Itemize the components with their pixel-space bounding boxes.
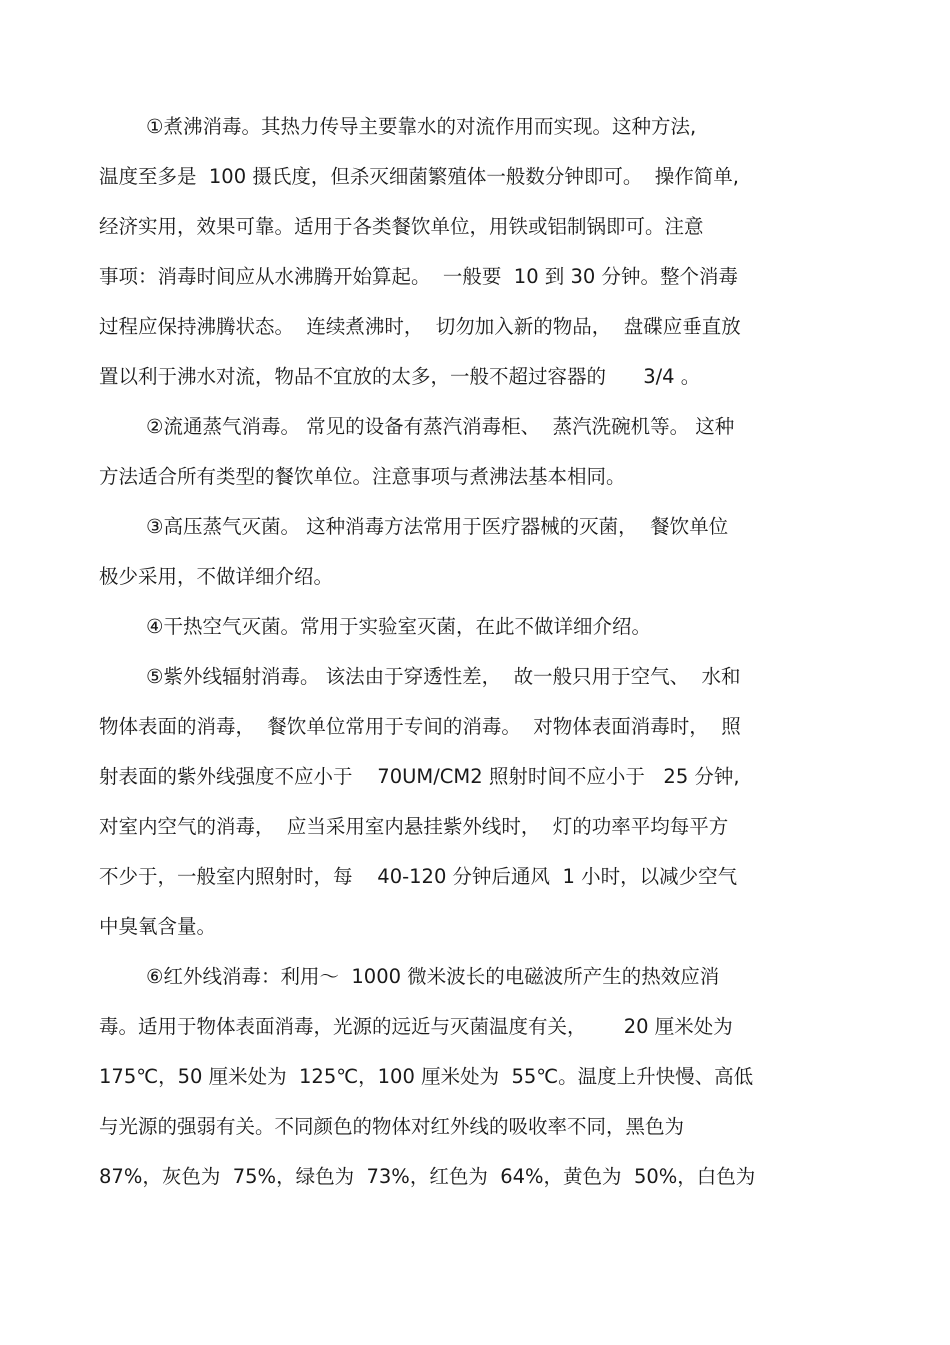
para-uv-line-3: 射表面的紫外线强度不应小于 70UM/CM2 照射时间不应小于 25 分钟, [99,765,740,788]
para-uv-line-4: 对室内空气的消毒， 应当采用室内悬挂紫外线时， 灯的功率平均每平方 [99,815,729,838]
para-autoclave-line-1: ③高压蒸气灭菌。 这种消毒方法常用于医疗器械的灭菌， 餐饮单位 [146,515,729,538]
para-uv-line-6: 中臭氧含量。 [99,915,217,938]
para-boiling-line-5: 过程应保持沸腾状态。 连续煮沸时， 切勿加入新的物品， 盘碟应垂直放 [99,315,741,338]
para-boiling-line-2: 温度至多是 100 摄氏度，但杀灭细菌繁殖体一般数分钟即可。 操作简单, [99,165,739,188]
para-boiling-line-4: 事项：消毒时间应从水沸腾开始算起。 一般要 10 到 30 分钟。整个消毒 [99,265,739,288]
para-infrared-line-5: 87%，灰色为 75%，绿色为 73%，红色为 64%，黄色为 50%，白色为 [99,1165,756,1188]
para-boiling-line-3: 经济实用，效果可靠。适用于各类餐饮单位，用铁或铝制锅即可。注意 [99,215,704,238]
para-steam-line-2: 方法适合所有类型的餐饮单位。注意事项与煮沸法基本相同。 [99,465,626,488]
para-boiling-line-6: 置以利于沸水对流，物品不宜放的太多，一般不超过容器的 3/4 。 [99,365,701,388]
para-autoclave-line-2: 极少采用，不做详细介绍。 [99,565,334,588]
para-infrared-line-2: 毒。适用于物体表面消毒，光源的远近与灭菌温度有关， 20 厘米处为 [99,1015,733,1038]
para-uv-line-1: ⑤紫外线辐射消毒。 该法由于穿透性差， 故一般只用于空气、 水和 [146,665,741,688]
para-boiling-line-1: ①煮沸消毒。其热力传导主要靠水的对流作用而实现。这种方法, [146,115,697,138]
para-infrared-line-3: 175℃，50 厘米处为 125℃，100 厘米处为 55℃。温度上升快慢、高低 [99,1065,754,1088]
para-dry-heat-line-1: ④干热空气灭菌。常用于实验室灭菌，在此不做详细介绍。 [146,615,651,638]
para-infrared-line-1: ⑥红外线消毒：利用～ 1000 微米波长的电磁波所产生的热效应消 [146,965,720,988]
para-uv-line-5: 不少于，一般室内照射时，每 40-120 分钟后通风 1 小时，以减少空气 [99,865,738,888]
para-uv-line-2: 物体表面的消毒， 餐饮单位常用于专间的消毒。 对物体表面消毒时， 照 [99,715,741,738]
para-steam-line-1: ②流通蒸气消毒。 常见的设备有蒸汽消毒柜、 蒸汽洗碗机等。 这种 [146,415,735,438]
para-infrared-line-4: 与光源的强弱有关。不同颜色的物体对红外线的吸收率不同，黑色为 [99,1115,685,1138]
